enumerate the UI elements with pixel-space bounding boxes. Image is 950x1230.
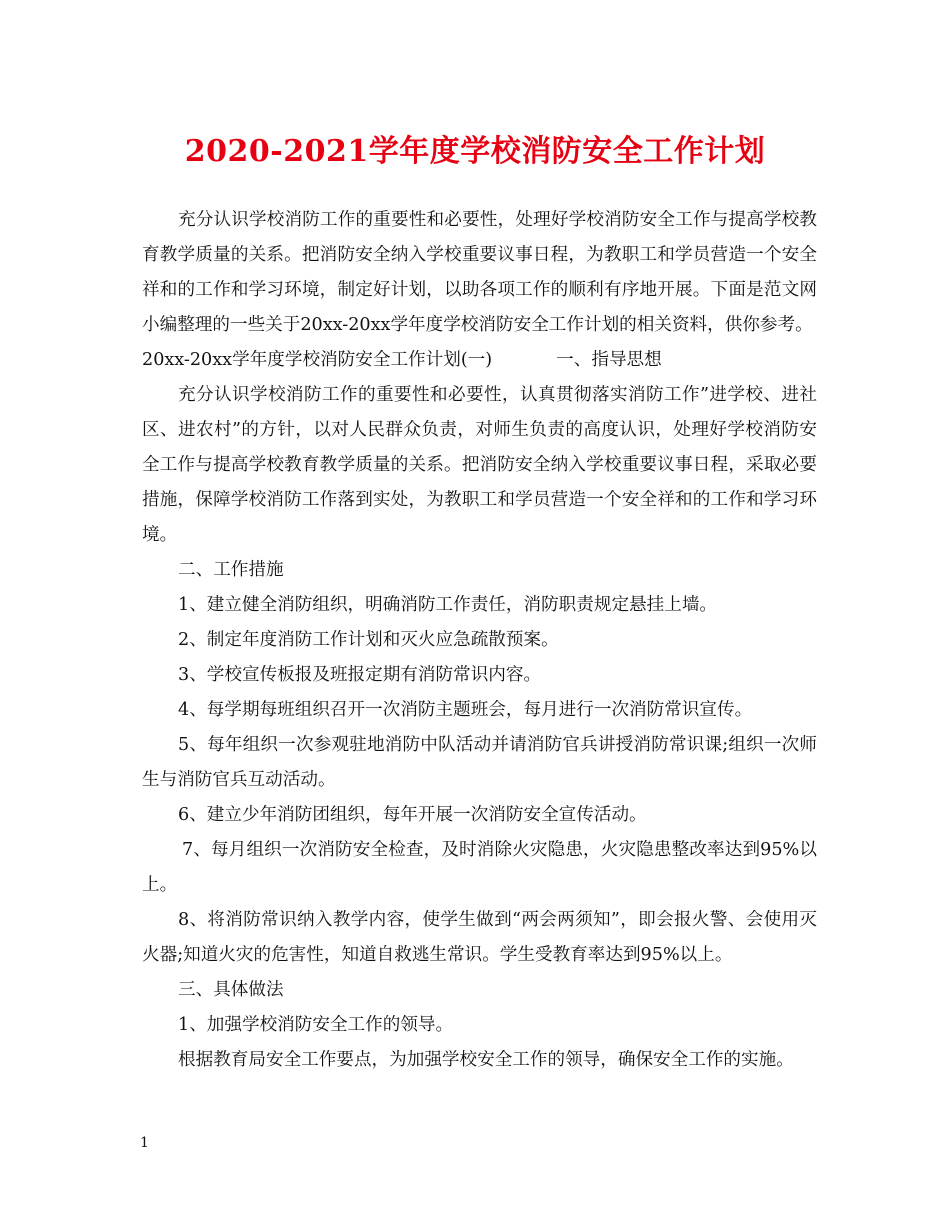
section-title: 20xx-20xx学年度学校消防安全工作计划(一): [142, 350, 493, 370]
document-body: [142, 203, 817, 1078]
section-title-line: [142, 343, 817, 378]
list-item: 6、建立少年消防团组织，每年开展一次消防安全宣传活动。: [178, 805, 647, 825]
list-item: 7、每月组织一次消防安全检查，及时消除火灾隐患，火灾隐患整改率达到95%以上。: [142, 840, 817, 895]
closing-paragraph: 根据教育局安全工作要点，为加强学校安全工作的领导，确保安全工作的实施。: [178, 1050, 794, 1070]
list-item: 3、学校宣传板报及班报定期有消防常识内容。: [178, 665, 542, 685]
heading-specific-methods: 三、具体做法: [178, 980, 284, 1000]
intro-paragraph: 充分认识学校消防工作的重要性和必要性，处理好学校消防安全工作与提高学校教育教学质量的关系。把消防安全纳入学校重要议事日程，为教职工和学员营造一个安全祥和的工作和学习环境，制定好计划，以助各项工作的顺利有序地开展。下面是范文网小编整理的一些关于20xx-20xx学年度学校消防安全工作计划的相关资料，供你参考。: [142, 210, 817, 335]
list-item: 1、建立健全消防组织，明确消防工作责任，消防职责规定悬挂上墙。: [178, 595, 718, 615]
list-item: 2、制定年度消防工作计划和灭火应急疏散预案。: [178, 630, 559, 650]
guiding-ideology-paragraph: 充分认识学校消防工作的重要性和必要性，认真贯彻落实消防工作”进学校、进社区、进农村”的方针，以对人民群众负责，对师生负责的高度认识，处理好学校消防安全工作与提高学校教育教学质量的关系。把消防安全纳入学校重要议事日程，采取必要措施，保障学校消防工作落到实处，为教职工和学员营造一个安全祥和的工作和学习环境。: [142, 385, 817, 545]
heading-guiding-ideology: 一、指导思想: [556, 350, 662, 370]
list-item: 1、加强学校消防安全工作的领导。: [178, 1015, 454, 1035]
heading-work-measures: 二、工作措施: [178, 560, 284, 580]
list-item: 5、每年组织一次参观驻地消防中队活动并请消防官兵讲授消防常识课;组织一次师生与消防官兵互动活动。: [142, 735, 817, 790]
document-title: 2020-2021学年度学校消防安全工作计划: [184, 134, 766, 169]
list-item: 8、将消防常识纳入教学内容，使学生做到“两会两须知”，即会报火警、会使用灭火器;知道火灾的危害性，知道自救逃生常识。学生受教育率达到95%以上。: [142, 910, 817, 965]
list-item: 4、每学期每班组织召开一次消防主题班会，每月进行一次消防常识宣传。: [178, 700, 753, 720]
page-number: 1: [140, 1135, 149, 1151]
